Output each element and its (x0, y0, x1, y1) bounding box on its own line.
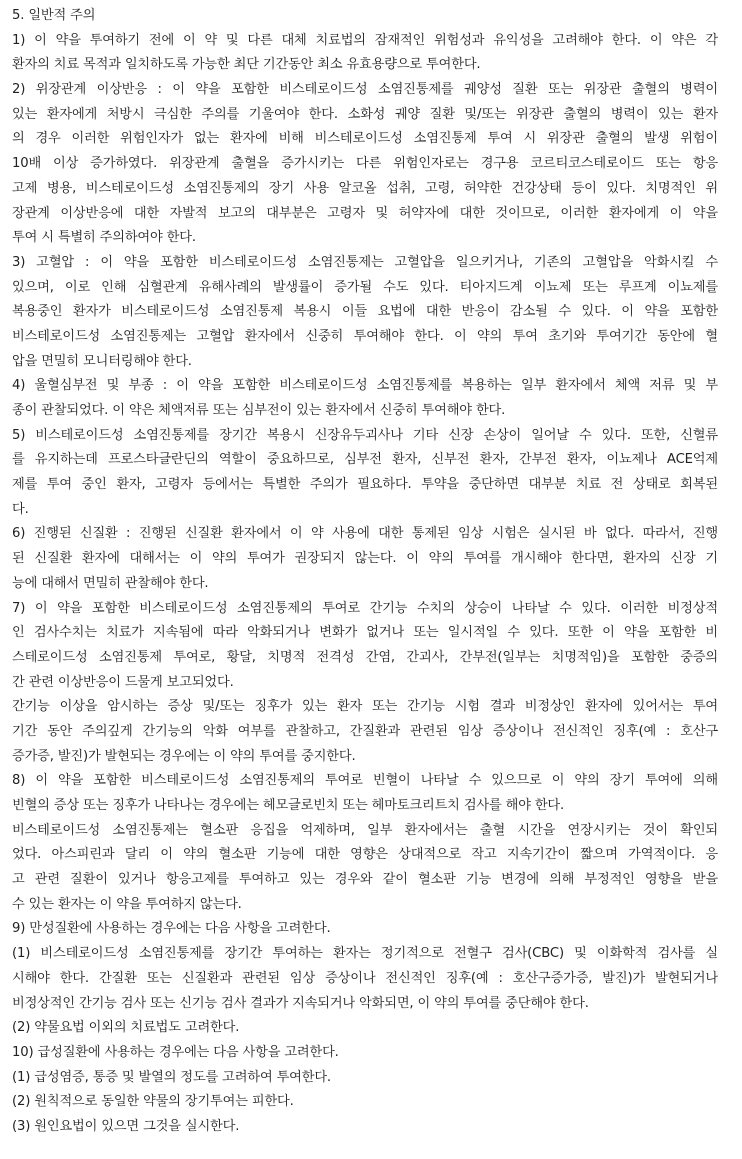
text-line: 다. (12, 501, 29, 517)
text-line: 있는 환자에게 처방시 극심한 주의를 기울여야 한다. 소화성 궤양 질환 및/또는 위장관 출혈의 병력이 있는 환자 (12, 106, 718, 122)
text-line: (1) 급성염증, 통증 및 발열의 정도를 고려하여 투여한다. (12, 1069, 331, 1085)
text-line: 7) 이 약을 포함한 비스테로이드성 소염진통제의 투여로 간기능 수치의 상승이 나타날 수 있다. 이러한 비정상적 (12, 600, 718, 616)
text-line: 10배 이상 증가하였다. 위장관계 출혈을 증가시키는 다른 위험인자로는 경구용 코르티코스테로이드 또는 항응 (12, 156, 718, 172)
text-line: (1) 비스테로이드성 소염진통제를 장기간 투여하는 환자는 정기적으로 전혈구 검사(CBC) 및 이화학적 검사를 실 (12, 946, 718, 962)
text-line: 고제 병용, 비스테로이드성 소염진통제의 장기 사용 알코올 섭취, 고령, 허약한 건강상태 등이 있다. 치명적인 위 (12, 180, 718, 196)
text-line: 인 검사수치는 치료가 지속됨에 따라 악화되거나 변화가 없거나 또는 일시적일 수 있다. 또한 이 약을 포함한 비 (12, 625, 718, 641)
text-line: 비스테로이드성 소염진통제는 혈소판 응집을 억제하며, 일부 환자에서는 출혈 시간을 연장시키는 것이 확인되 (12, 822, 718, 838)
text-line: 시해야 한다. 간질환 또는 신질환과 관련된 임상 증상이나 전신적인 징후(예 : 호산구증가증, 발진)가 발현되거나 (12, 970, 718, 986)
text-line: 8) 이 약을 포함한 비스테로이드성 소염진통제의 투여로 빈혈이 나타날 수 있으므로 이 약의 장기 투여에 의해 (12, 773, 718, 789)
text-line: 의 경우 이러한 위험인자가 없는 환자에 비해 비스테로이드성 소염진통제 투여 시 위장관 출혈의 발생 위험이 (12, 131, 718, 147)
text-line: 1) 이 약을 투여하기 전에 이 약 및 다른 대체 치료법의 잠재적인 위험성과 유익성을 고려해야 한다. 이 약은 각 (12, 32, 718, 48)
text-line: 간기능 이상을 암시하는 증상 및/또는 징후가 있는 환자 또는 간기능 시험 결과 비정상인 환자에 있어서는 투여 (12, 699, 718, 715)
text-line: 증가증, 발진)가 발현되는 경우에는 이 약의 투여를 중지한다. (12, 748, 356, 764)
text-line: 종이 관찰되었다. 이 약은 체액저류 또는 심부전이 있는 환자에서 신중히 투여해야 한다. (12, 403, 506, 418)
text-line: 5) 비스테로이드성 소염진통제를 장기간 복용시 신장유두괴사나 기타 신장 손상이 일어날 수 있다. 또한, 신혈류 (12, 427, 718, 443)
text-line: 었다. 아스피린과 달리 이 약의 혈소판 기능에 대한 영향은 상대적으로 작고 지속기간이 짧으며 가역적이다. 응 (12, 847, 718, 863)
text-line: 스테로이드성 소염진통제 투여로, 황달, 치명적 전격성 간염, 간괴사, 간부전(일부는 치명적임)을 포함한 중증의 (12, 649, 718, 665)
text-line: 압을 면밀히 모니터링해야 한다. (12, 353, 192, 369)
text-line: 3) 고혈압 : 이 약을 포함한 비스테로이드성 소염진통제는 고혈압을 일으키거나, 기존의 고혈압을 악화시킬 수 (12, 254, 718, 270)
text-line: 투여 시 특별히 주의하여야 한다. (12, 230, 196, 246)
text-line: 제를 투여 중인 환자, 고령자 등에서는 특별한 주의가 필요하다. 투약을 중단하면 대부분 치료 전 상태로 회복된 (12, 477, 718, 493)
text-line: 간 관련 이상반응이 드물게 보고되었다. (12, 674, 234, 690)
text-line: (2) 약물요법 이외의 치료법도 고려한다. (12, 1020, 240, 1036)
text-line: 를 유지하는데 프로스타글란딘의 역할이 중요하므로, 심부전 환자, 신부전 환자, 간부전 환자, 이뇨제나 ACE억제 (12, 452, 718, 468)
text-line: 10) 급성질환에 사용하는 경우에는 다음 사항을 고려한다. (12, 1044, 339, 1060)
text-line: 수 있는 환자는 이 약을 투여하지 않는다. (12, 896, 242, 912)
text-line: 2) 위장관계 이상반응 : 이 약을 포함한 비스테로이드성 소염진통제를 궤양성 질환 또는 위장관 출혈의 병력이 (12, 82, 718, 98)
text-line: 능에 대해서 면밀히 관찰해야 한다. (12, 575, 209, 591)
text-line: 4) 울혈심부전 및 부종 : 이 약을 포함한 비스테로이드성 소염진통제를 복용하는 일부 환자에서 체액 저류 및 부 (12, 378, 718, 394)
text-line: 장관계 이상반응에 대한 자발적 보고의 대부분은 고령자 및 허약자에 대한 것이므로, 이러한 환자에게 이 약을 (12, 205, 718, 221)
text-line: 비스테로이드성 소염진통제는 고혈압 환자에서 신중히 투여해야 한다. 이 약의 투여 초기와 투여기간 동안에 혈 (12, 328, 718, 344)
text-line: (2) 원칙적으로 동일한 약물의 장기투여는 피한다. (12, 1094, 294, 1110)
text-line: 5. 일반적 주의 (12, 8, 96, 23)
text-line: 환자의 치료 목적과 일치하도록 가능한 최단 기간동안 최소 유효용량으로 투여한다. (12, 57, 481, 73)
text-line: 비정상적인 간기능 검사 또는 신기능 검사 결과가 지속되거나 악화되면, 이 약의 투여를 중단해야 한다. (12, 995, 589, 1011)
text-line: 고 관련 질환이 있거나 항응고제를 투여하고 있는 경우와 같이 혈소판 기능 변경에 의해 부정적인 영향을 받을 (12, 872, 718, 888)
text-line: 기간 동안 주의깊게 간기능의 악화 여부를 관찰하고, 간질환과 관련된 임상 증상이나 전신적인 징후(예 : 호산구 (12, 723, 718, 739)
text-line: 9) 만성질환에 사용하는 경우에는 다음 사항을 고려한다. (12, 921, 331, 937)
text-line: 복용중인 환자가 비스테로이드성 소염진통제 복용시 이들 요법에 대한 반응이 감소될 수 있다. 이 약을 포함한 (12, 304, 718, 320)
text-line: 있으며, 이로 인해 심혈관계 유해사례의 발생률이 증가될 수도 있다. 티아지드계 이뇨제 또는 루프계 이뇨제를 (12, 279, 718, 295)
text-line: (3) 원인요법이 있으면 그것을 실시한다. (12, 1118, 240, 1134)
text-line: 된 신질환 환자에 대해서는 이 약의 투여가 권장되지 않는다. 이 약의 투여를 개시해야 한다면, 환자의 신장 기 (12, 551, 718, 567)
text-line: 빈혈의 증상 또는 징후가 나타나는 경우에는 헤모글로빈치 또는 헤마토크리트치 검사를 해야 한다. (12, 798, 565, 813)
text-line: 6) 진행된 신질환 : 진행된 신질환 환자에서 이 약 사용에 대한 통제된 임상 시험은 실시된 바 없다. 따라서, 진행 (12, 526, 718, 542)
